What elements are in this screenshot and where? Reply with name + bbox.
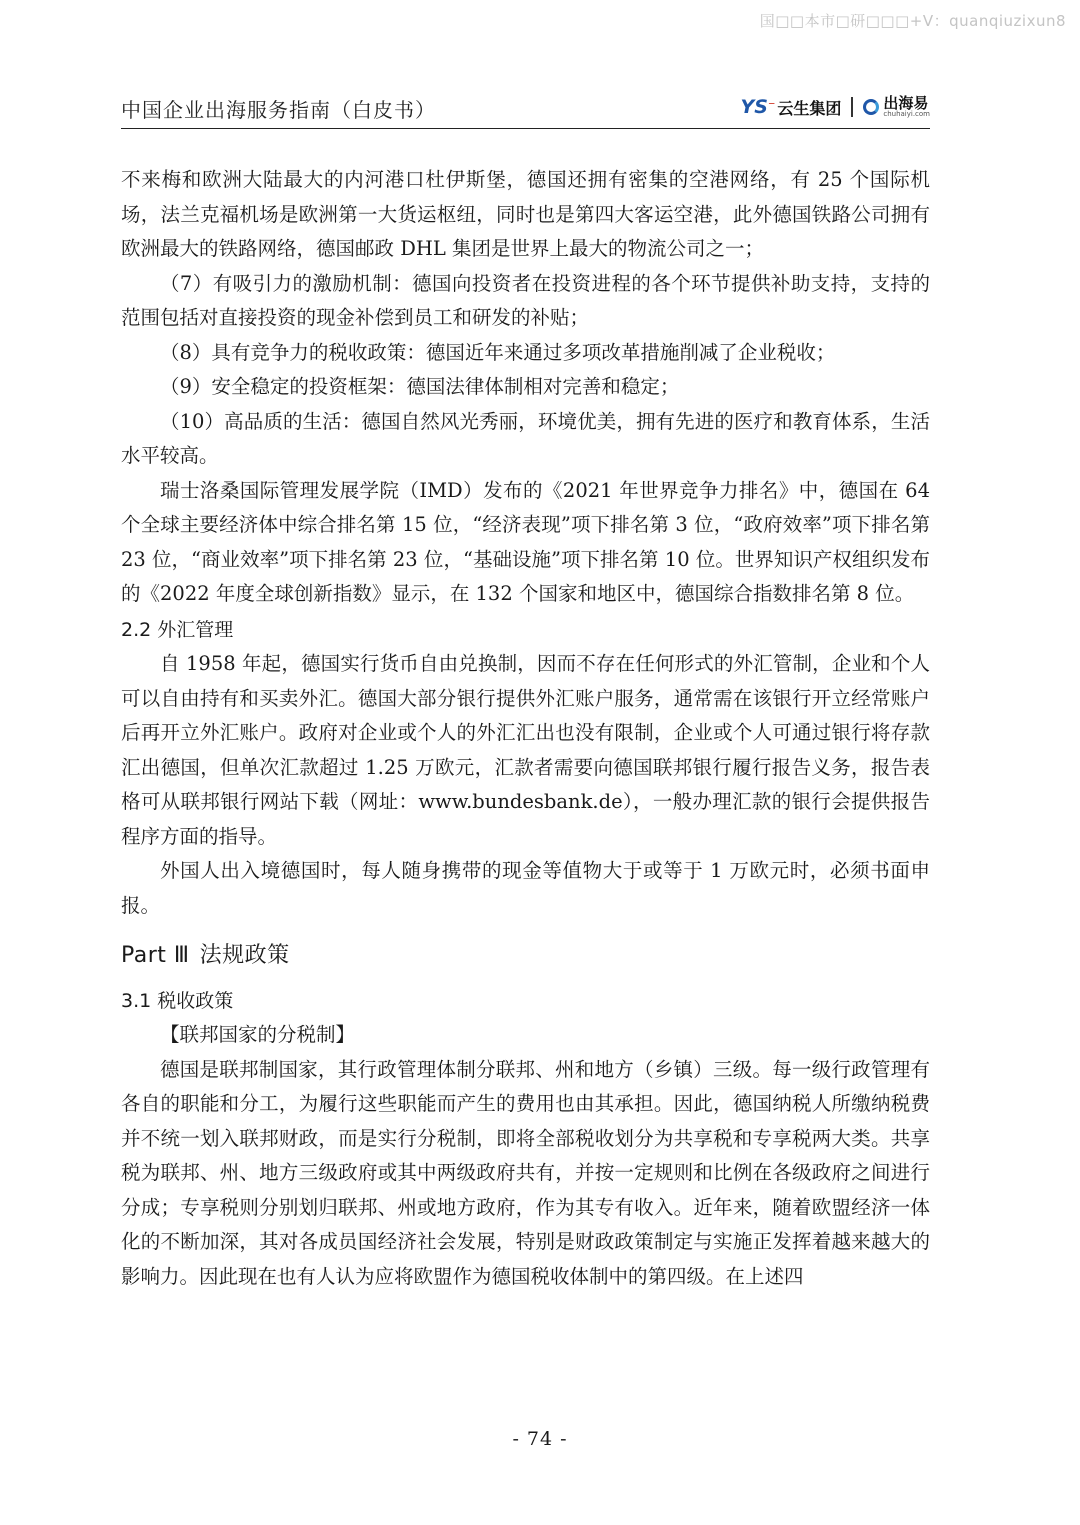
- chuhaiyi-logo: [863, 96, 930, 118]
- part-title: 法规政策: [199, 943, 290, 968]
- yunsheng-logo-mark: YS: [740, 96, 768, 118]
- subheading-federal-tax-split: 【联邦国家的分税制】: [160, 1023, 356, 1046]
- paragraph-federal-tax-system: 德国是联邦制国家，其行政管理体制分联邦、州和地方（乡镇）三级。每一级行政管理有各自的职能和分工，为履行这些职能而产生的费用也由其承担。因此，德国纳税人所缴纳税费并不统一划入联邦财政，而是实行分税制，即将全部税收划分为共享税和专享税两大类。共享税为联邦、州、地方三级政府或其中两级政府共有，并按一定规则和比例在各级政府之间进行分成；专享税则分别划归联邦、州或地方政府，作为其专有收入。近年来，随着欧盟经济一体化的不断加深，其对各成员国经济社会发展，特别是财政政策制定与实施正发挥着越来越大的影响力。因此现在也有人认为应将欧盟作为德国税收体制中的第四级。在上述四: [121, 1057, 930, 1288]
- logo-divider: [851, 97, 853, 117]
- part-label: Part Ⅲ: [121, 943, 190, 968]
- header-logos: [740, 94, 930, 120]
- paragraph-rankings: 瑞士洛桑国际管理发展学院（IMD）发布的《2021 年世界竞争力排名》中，德国在 64 个全球主要经济体中综合排名第 15 位，“经济表现”项下排名第 3 位，“政府效率”项下排名第 23 位，“商业效率”项下排名第 23 位，“基础设施”项下排名第 10 位。世界知识产权组织发布的《2022 年度全球创新指数》显示，在 132 个国家和地区中，德国综合指数排名第 8 位。: [121, 478, 930, 605]
- heading-2-2-forex: 2.2 外汇管理: [121, 618, 234, 641]
- chuhaiyi-logo-text: 出海易: [883, 94, 929, 112]
- watermark-text: 国□□本市□研□□□+V：quanqiuzixun8: [759, 12, 1066, 30]
- paragraph-tax-policy: （8）具有竞争力的税收政策：德国近年来通过多项改革措施削减了企业税收；: [160, 340, 836, 364]
- page-header: [121, 94, 930, 129]
- paragraph-forex: 自 1958 年起，德国实行货币自由兑换制，因而不存在任何形式的外汇管制，企业和个人可以自由持有和买卖外汇。德国大部分银行提供外汇账户服务，通常需在该银行开立经常账户后再开立外汇账户。政府对企业或个人的外汇汇出也没有限制，企业或个人可通过银行将存款汇出德国，但单次汇款超过 1.25 万欧元，汇款者需要向德国联邦银行履行报告义务，报告表格可从联邦银行网站下载（网址：www.bundesbank.de），一般办理汇款的银行会提供报告程序方面的指导。: [121, 652, 930, 848]
- yunsheng-logo-text: 云生集团: [777, 98, 842, 118]
- paragraph-investment-framework: （9）安全稳定的投资框架：德国法律体制相对完善和稳定；: [160, 375, 680, 398]
- part-heading: [121, 939, 930, 974]
- header-title: 中国企业出海服务指南（白皮书）: [121, 98, 436, 122]
- page-number: - 74 -: [512, 1428, 568, 1450]
- paragraph-incentives: （7）有吸引力的激励机制：德国向投资者在投资进程的各个环节提供补助支持，支持的范围包括对直接投资的现金补偿到员工和研发的补贴；: [121, 271, 930, 329]
- heading-3-1-tax: 3.1 税收政策: [121, 989, 234, 1012]
- paragraph-quality-of-life: （10）高品质的生活：德国自然风光秀丽，环境优美，拥有先进的医疗和教育体系，生活水平较高。: [121, 409, 930, 467]
- chuhaiyi-logo-icon: [863, 99, 879, 115]
- paragraph-transport: 不来梅和欧洲大陆最大的内河港口杜伊斯堡，德国还拥有密集的空港网络，有 25 个国际机场，法兰克福机场是欧洲第一大货运枢纽，同时也是第四大客运空港，此外德国铁路公司拥有欧洲最大的铁路网络，德国邮政 DHL 集团是世界上最大的物流公司之一；: [121, 168, 930, 260]
- paragraph-cash-declaration: 外国人出入境德国时，每人随身携带的现金等值物大于或等于 1 万欧元时，必须书面申报。: [121, 859, 930, 917]
- chuhaiyi-logo-url: chuhaiyi.com: [883, 110, 930, 118]
- logo-accent-icon: ⁻: [767, 99, 776, 115]
- page-body: [121, 163, 930, 1294]
